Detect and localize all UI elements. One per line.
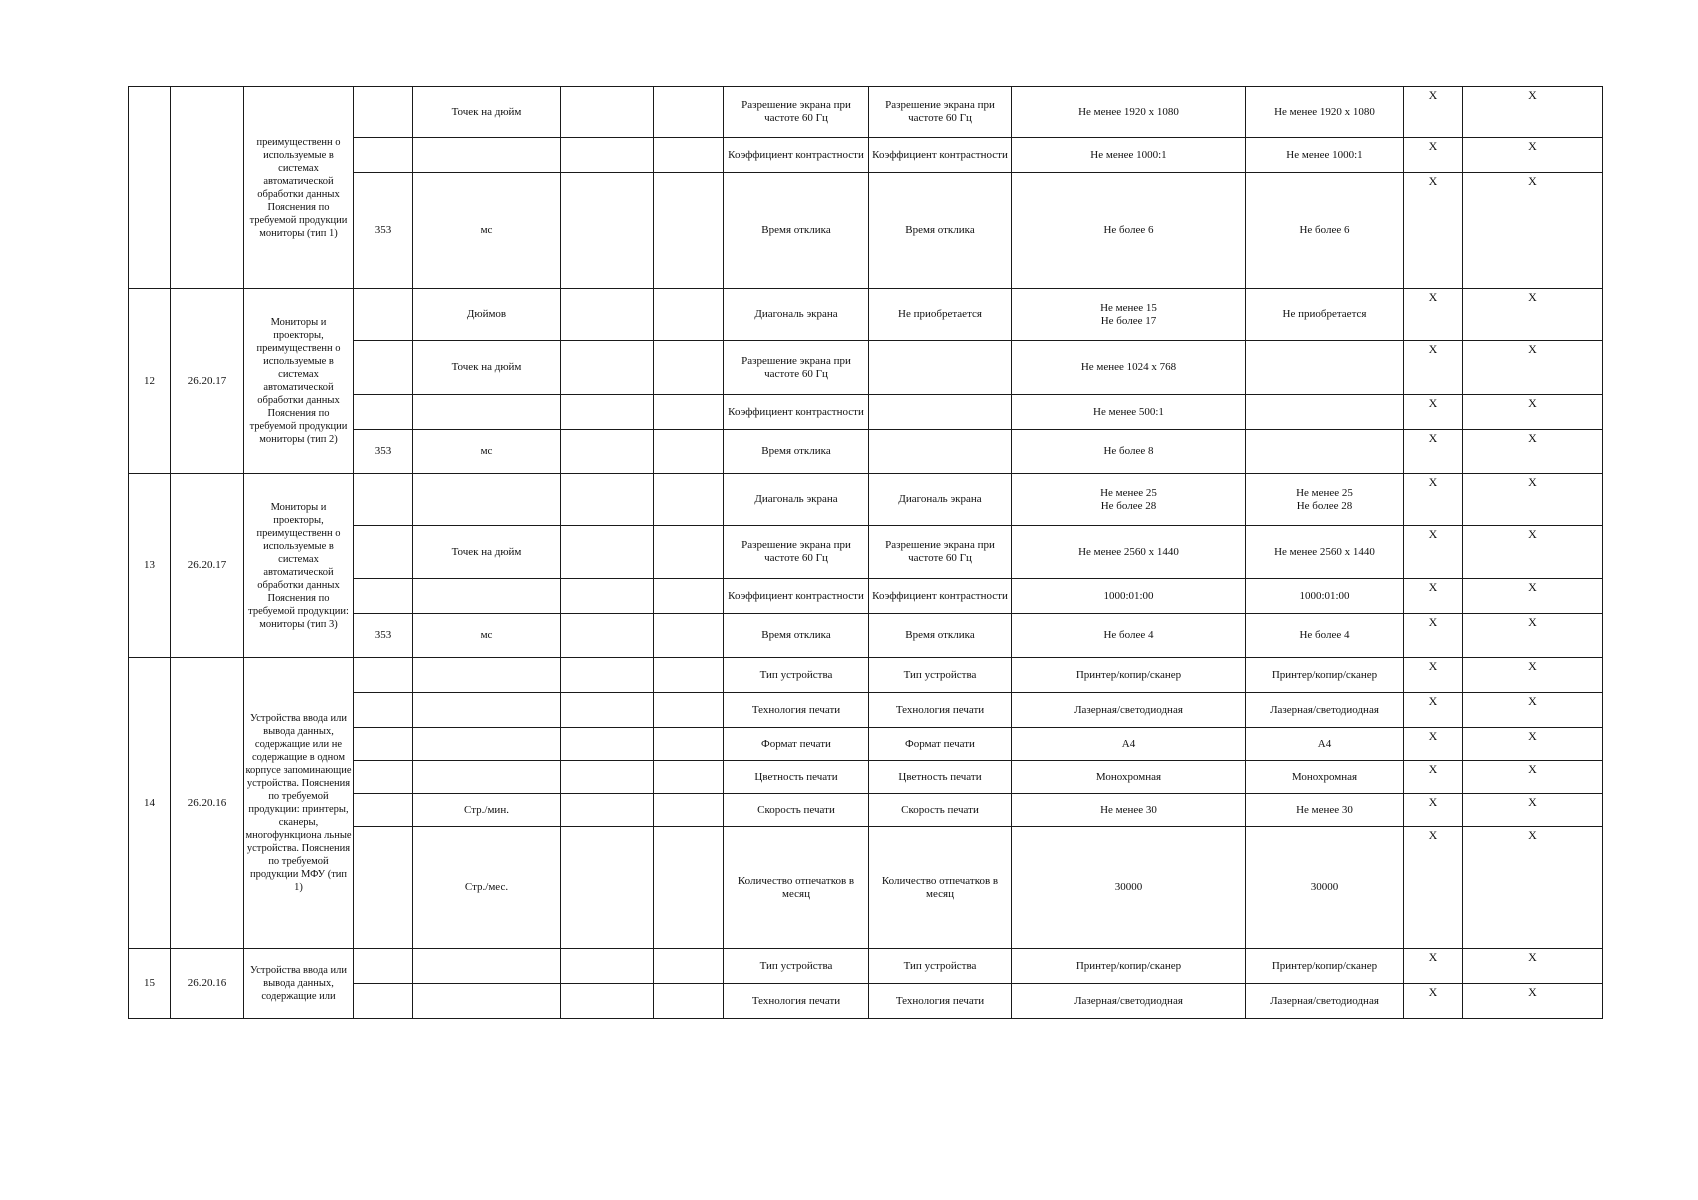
value-cell	[1012, 794, 1246, 827]
mark-cell: X	[1463, 728, 1603, 761]
row-number-cell	[129, 87, 171, 289]
value-text: Не более 6	[1103, 224, 1154, 236]
empty-cell	[654, 341, 724, 395]
mark-cell: X	[1404, 693, 1463, 728]
unit-code-cell	[354, 728, 413, 761]
value-authority-cell	[1246, 614, 1404, 658]
empty-cell	[654, 984, 724, 1019]
mark-cell: X	[1404, 138, 1463, 173]
characteristic-authority-cell: Тип устройства	[869, 949, 1012, 984]
mark-cell: X	[1463, 761, 1603, 794]
mark-cell: X	[1404, 87, 1463, 138]
value-authority-text: Принтер/копир/сканер	[1271, 668, 1378, 681]
empty-cell	[654, 827, 724, 949]
unit-name-cell: мс	[413, 173, 561, 289]
value-cell	[1012, 474, 1246, 526]
characteristic-cell: Коэффициент контрастности	[724, 579, 869, 614]
value-text: Не менее 30	[1100, 803, 1157, 816]
value-authority-text: 30000	[1310, 881, 1339, 893]
value-authority-text: 1000:01:00	[1299, 589, 1350, 602]
table-row	[129, 658, 1603, 693]
unit-code-cell	[354, 579, 413, 614]
okpd-code-cell: 26.20.17	[171, 474, 244, 658]
value-text: Не менее 15 Не более 17	[1100, 301, 1157, 327]
unit-name-cell	[413, 474, 561, 526]
value-text: А4	[1121, 737, 1136, 750]
empty-cell	[654, 761, 724, 794]
characteristic-cell: Формат печати	[724, 728, 869, 761]
value-authority-cell	[1246, 794, 1404, 827]
value-cell	[1012, 761, 1246, 794]
mark-cell: X	[1404, 658, 1463, 693]
mark-cell: X	[1404, 984, 1463, 1019]
characteristic-cell: Разрешение экрана при частоте 60 Гц	[724, 526, 869, 579]
mark-cell: X	[1463, 430, 1603, 474]
empty-cell	[654, 949, 724, 984]
mark-cell: X	[1404, 949, 1463, 984]
empty-cell	[561, 794, 654, 827]
value-authority-text: Не менее 25 Не более 28	[1296, 486, 1353, 512]
empty-cell	[561, 827, 654, 949]
value-text: Лазерная/светодиодная	[1074, 994, 1183, 1007]
value-text: Принтер/копир/сканер	[1075, 668, 1182, 681]
value-authority-text: Лазерная/светодиодная	[1270, 994, 1379, 1007]
characteristic-cell: Количество отпечатков в месяц	[724, 827, 869, 949]
characteristic-cell: Время отклика	[724, 430, 869, 474]
mark-cell: X	[1404, 474, 1463, 526]
empty-cell	[561, 474, 654, 526]
empty-cell	[654, 395, 724, 430]
empty-cell	[561, 984, 654, 1019]
characteristic-authority-cell: Время отклика	[869, 614, 1012, 658]
empty-cell	[654, 173, 724, 289]
empty-cell	[561, 949, 654, 984]
value-cell	[1012, 289, 1246, 341]
value-cell	[1012, 87, 1246, 138]
characteristic-cell: Разрешение экрана при частоте 60 Гц	[724, 87, 869, 138]
characteristic-authority-cell: Формат печати	[869, 728, 1012, 761]
value-authority-text: Не менее 2560 х 1440	[1274, 545, 1375, 558]
characteristic-cell: Коэффициент контрастности	[724, 138, 869, 173]
value-authority-cell	[1246, 138, 1404, 173]
value-text: Не более 4	[1103, 629, 1154, 641]
value-authority-cell	[1246, 430, 1404, 474]
empty-cell	[561, 87, 654, 138]
empty-cell	[561, 761, 654, 794]
characteristic-authority-cell: Разрешение экрана при частоте 60 Гц	[869, 526, 1012, 579]
value-authority-cell	[1246, 949, 1404, 984]
value-cell	[1012, 395, 1246, 430]
mark-cell: X	[1463, 289, 1603, 341]
value-authority-text: Принтер/копир/сканер	[1271, 959, 1378, 972]
value-cell	[1012, 526, 1246, 579]
mark-cell: X	[1404, 173, 1463, 289]
unit-name-cell: Точек на дюйм	[413, 526, 561, 579]
product-description-cell	[244, 474, 354, 658]
value-authority-cell	[1246, 579, 1404, 614]
product-description-text: Устройства ввода или вывода данных, содержащие или	[250, 965, 347, 1002]
empty-cell	[654, 87, 724, 138]
product-description-cell	[244, 658, 354, 949]
value-authority-text: Лазерная/светодиодная	[1270, 703, 1379, 716]
empty-cell	[561, 614, 654, 658]
product-description-cell	[244, 87, 354, 289]
okpd-code-cell: 26.20.16	[171, 658, 244, 949]
unit-name-cell	[413, 395, 561, 430]
mark-cell: X	[1404, 341, 1463, 395]
value-authority-text: Не более 4	[1299, 629, 1350, 641]
empty-cell	[561, 728, 654, 761]
table-row	[129, 949, 1603, 984]
value-cell	[1012, 693, 1246, 728]
mark-cell: X	[1404, 526, 1463, 579]
unit-code-cell	[354, 341, 413, 395]
unit-name-cell	[413, 693, 561, 728]
characteristic-cell: Время отклика	[724, 614, 869, 658]
unit-code-cell: 353	[354, 173, 413, 289]
empty-cell	[561, 289, 654, 341]
value-text: Не менее 1920 х 1080	[1078, 105, 1179, 118]
value-authority-cell	[1246, 289, 1404, 341]
specification-table	[128, 86, 1603, 1019]
unit-name-cell	[413, 728, 561, 761]
empty-cell	[654, 138, 724, 173]
characteristic-authority-cell: Не приобретается	[869, 289, 1012, 341]
empty-cell	[561, 693, 654, 728]
mark-cell: X	[1463, 579, 1603, 614]
mark-cell: X	[1463, 794, 1603, 827]
characteristic-authority-cell: Количество отпечатков в месяц	[869, 827, 1012, 949]
value-text: Не менее 25 Не более 28	[1100, 486, 1157, 512]
mark-cell: X	[1463, 693, 1603, 728]
unit-code-cell	[354, 395, 413, 430]
mark-cell: X	[1404, 728, 1463, 761]
row-number-cell: 15	[129, 949, 171, 1019]
characteristic-authority-cell: Диагональ экрана	[869, 474, 1012, 526]
unit-code-cell	[354, 761, 413, 794]
unit-name-cell: мс	[413, 614, 561, 658]
empty-cell	[654, 579, 724, 614]
characteristic-authority-cell: Разрешение экрана при частоте 60 Гц	[869, 87, 1012, 138]
value-cell	[1012, 614, 1246, 658]
characteristic-cell: Разрешение экрана при частоте 60 Гц	[724, 341, 869, 395]
table-row	[129, 87, 1603, 138]
mark-cell: X	[1404, 827, 1463, 949]
product-description-text: Мониторы и проекторы, преимущественн о используемые в системах автоматической обработки данных Пояснения по требуемой продукции: мониторы (тип 3)	[248, 501, 349, 630]
value-text: Не менее 1024 х 768	[1080, 361, 1177, 373]
characteristic-authority-cell: Тип устройства	[869, 658, 1012, 693]
characteristic-cell: Цветность печати	[724, 761, 869, 794]
value-authority-cell	[1246, 395, 1404, 430]
empty-cell	[561, 579, 654, 614]
characteristic-authority-cell	[869, 341, 1012, 395]
mark-cell: X	[1404, 430, 1463, 474]
empty-cell	[654, 728, 724, 761]
characteristic-cell: Диагональ экрана	[724, 289, 869, 341]
value-cell	[1012, 728, 1246, 761]
value-cell	[1012, 658, 1246, 693]
empty-cell	[561, 173, 654, 289]
empty-cell	[561, 341, 654, 395]
empty-cell	[654, 794, 724, 827]
value-cell	[1012, 579, 1246, 614]
unit-name-cell	[413, 984, 561, 1019]
unit-code-cell	[354, 693, 413, 728]
unit-name-cell	[413, 949, 561, 984]
unit-name-cell	[413, 761, 561, 794]
unit-code-cell	[354, 526, 413, 579]
unit-code-cell	[354, 138, 413, 173]
mark-cell: X	[1463, 658, 1603, 693]
product-description-text: Устройства ввода или вывода данных, содержащие или не содержащие в одном корпусе запоминающие устройства. Пояснения по требуемой продукции: принтеры, сканеры, многофункциона льные устройства. Пояснения по требуемой продукции МФУ (тип 1)	[245, 713, 352, 893]
value-cell	[1012, 430, 1246, 474]
characteristic-cell: Диагональ экрана	[724, 474, 869, 526]
value-authority-text: Не приобретается	[1282, 308, 1367, 320]
mark-cell: X	[1404, 794, 1463, 827]
unit-code-cell	[354, 827, 413, 949]
characteristic-cell: Технология печати	[724, 693, 869, 728]
empty-cell	[561, 138, 654, 173]
value-authority-text: Не менее 30	[1296, 803, 1353, 816]
row-number-cell: 13	[129, 474, 171, 658]
value-authority-cell	[1246, 827, 1404, 949]
unit-name-cell: Точек на дюйм	[413, 341, 561, 395]
value-authority-cell	[1246, 87, 1404, 138]
mark-cell: X	[1463, 138, 1603, 173]
value-authority-text: Монохромная	[1291, 770, 1358, 783]
mark-cell: X	[1404, 761, 1463, 794]
mark-cell: X	[1404, 395, 1463, 430]
characteristic-authority-cell: Скорость печати	[869, 794, 1012, 827]
okpd-code-cell: 26.20.17	[171, 289, 244, 474]
value-cell	[1012, 827, 1246, 949]
characteristic-authority-cell: Технология печати	[869, 984, 1012, 1019]
product-description-cell	[244, 949, 354, 1019]
unit-code-cell	[354, 984, 413, 1019]
unit-code-cell	[354, 949, 413, 984]
unit-name-cell	[413, 658, 561, 693]
unit-name-cell: Стр./мин.	[413, 794, 561, 827]
unit-name-cell: Стр./мес.	[413, 827, 561, 949]
okpd-code-cell	[171, 87, 244, 289]
characteristic-authority-cell	[869, 395, 1012, 430]
characteristic-authority-cell: Коэффициент контрастности	[869, 138, 1012, 173]
mark-cell: X	[1463, 173, 1603, 289]
row-number-cell: 14	[129, 658, 171, 949]
value-authority-cell	[1246, 526, 1404, 579]
value-text: Лазерная/светодиодная	[1074, 703, 1183, 716]
empty-cell	[561, 395, 654, 430]
value-authority-cell	[1246, 693, 1404, 728]
value-authority-text: Не менее 1000:1	[1286, 148, 1363, 161]
product-description-text: Мониторы и проекторы, преимущественн о используемые в системах автоматической обработки данных Пояснения по требуемой продукции мониторы (тип 2)	[249, 317, 348, 445]
value-text: Не менее 1000:1	[1090, 148, 1167, 161]
value-cell	[1012, 341, 1246, 395]
unit-name-cell: мс	[413, 430, 561, 474]
unit-code-cell	[354, 87, 413, 138]
product-description-text: преимущественн о используемые в системах автоматической обработки данных Пояснения по требуемой продукции мониторы (тип 1)	[249, 136, 348, 239]
empty-cell	[654, 693, 724, 728]
unit-code-cell	[354, 289, 413, 341]
empty-cell	[654, 474, 724, 526]
value-cell	[1012, 984, 1246, 1019]
unit-code-cell: 353	[354, 430, 413, 474]
unit-name-cell	[413, 579, 561, 614]
mark-cell: X	[1404, 614, 1463, 658]
unit-code-cell	[354, 474, 413, 526]
table-body	[129, 87, 1603, 1019]
value-authority-cell	[1246, 658, 1404, 693]
value-cell	[1012, 173, 1246, 289]
characteristic-authority-cell: Коэффициент контрастности	[869, 579, 1012, 614]
value-text: Не более 8	[1103, 445, 1154, 457]
characteristic-cell: Время отклика	[724, 173, 869, 289]
unit-name-cell: Дюймов	[413, 289, 561, 341]
value-authority-cell	[1246, 474, 1404, 526]
unit-code-cell	[354, 658, 413, 693]
characteristic-authority-cell: Технология печати	[869, 693, 1012, 728]
value-authority-cell	[1246, 341, 1404, 395]
characteristic-cell: Скорость печати	[724, 794, 869, 827]
value-authority-text: Не более 6	[1299, 224, 1350, 236]
mark-cell: X	[1463, 87, 1603, 138]
value-authority-text: Не менее 1920 х 1080	[1274, 105, 1375, 118]
empty-cell	[654, 289, 724, 341]
value-text: Принтер/копир/сканер	[1075, 959, 1182, 972]
mark-cell: X	[1463, 614, 1603, 658]
value-authority-cell	[1246, 173, 1404, 289]
empty-cell	[561, 430, 654, 474]
empty-cell	[561, 658, 654, 693]
unit-name-cell	[413, 138, 561, 173]
value-text: Не менее 500:1	[1093, 405, 1164, 418]
unit-code-cell: 353	[354, 614, 413, 658]
unit-name-cell: Точек на дюйм	[413, 87, 561, 138]
value-text: Монохромная	[1095, 770, 1162, 783]
mark-cell: X	[1404, 579, 1463, 614]
characteristic-cell: Тип устройства	[724, 949, 869, 984]
empty-cell	[654, 614, 724, 658]
characteristic-cell: Технология печати	[724, 984, 869, 1019]
value-cell	[1012, 949, 1246, 984]
value-text: Не менее 2560 х 1440	[1078, 545, 1179, 558]
empty-cell	[654, 658, 724, 693]
mark-cell: X	[1463, 949, 1603, 984]
characteristic-cell: Коэффициент контрастности	[724, 395, 869, 430]
mark-cell: X	[1404, 289, 1463, 341]
mark-cell: X	[1463, 474, 1603, 526]
mark-cell: X	[1463, 341, 1603, 395]
mark-cell: X	[1463, 395, 1603, 430]
product-description-cell	[244, 289, 354, 474]
okpd-code-cell: 26.20.16	[171, 949, 244, 1019]
row-number-cell: 12	[129, 289, 171, 474]
unit-code-cell	[354, 794, 413, 827]
empty-cell	[561, 526, 654, 579]
value-text: 1000:01:00	[1103, 589, 1154, 602]
value-authority-cell	[1246, 761, 1404, 794]
value-authority-text: А4	[1317, 737, 1332, 750]
table-row	[129, 474, 1603, 526]
empty-cell	[654, 526, 724, 579]
mark-cell: X	[1463, 827, 1603, 949]
mark-cell: X	[1463, 526, 1603, 579]
characteristic-authority-cell: Время отклика	[869, 173, 1012, 289]
characteristic-authority-cell	[869, 430, 1012, 474]
value-cell	[1012, 138, 1246, 173]
characteristic-authority-cell: Цветность печати	[869, 761, 1012, 794]
mark-cell: X	[1463, 984, 1603, 1019]
empty-cell	[654, 430, 724, 474]
value-authority-cell	[1246, 984, 1404, 1019]
table-row	[129, 289, 1603, 341]
value-authority-cell	[1246, 728, 1404, 761]
characteristic-cell: Тип устройства	[724, 658, 869, 693]
value-text: 30000	[1114, 881, 1143, 893]
